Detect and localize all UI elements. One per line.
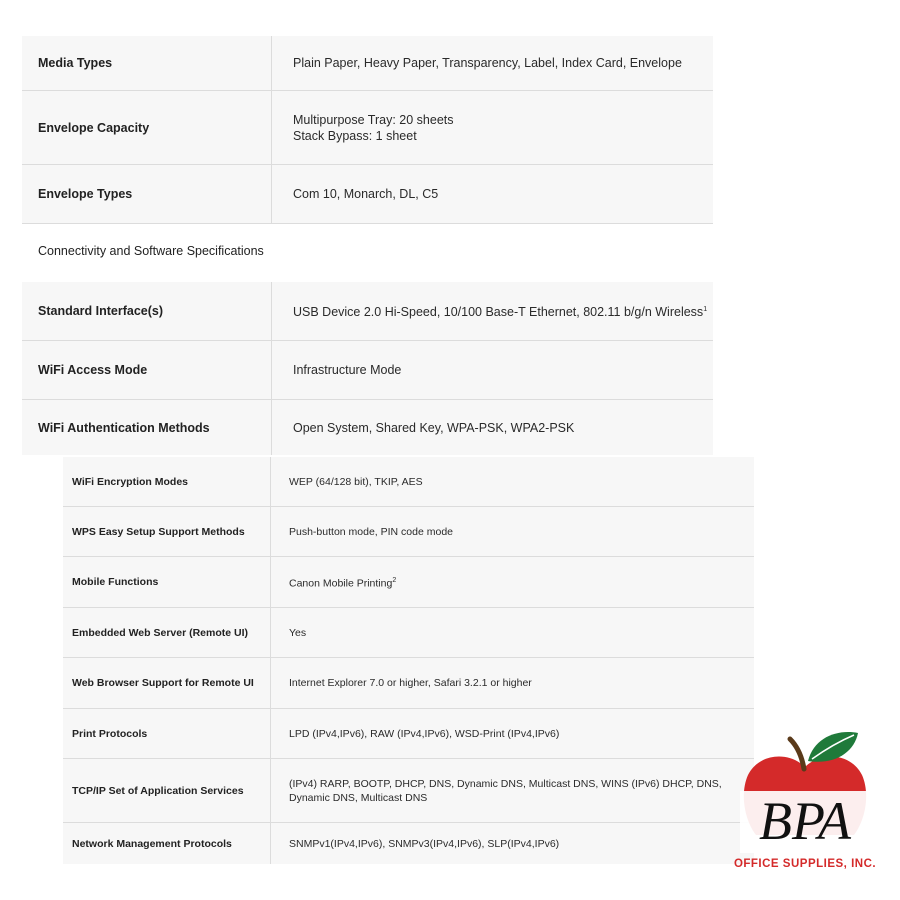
- table-row: [63, 507, 754, 557]
- table-row: [63, 759, 754, 823]
- row-value: Open System, Shared Key, WPA-PSK, WPA2-PSK: [293, 420, 575, 435]
- row-value: Internet Explorer 7.0 or higher, Safari 3.2.1 or higher: [289, 677, 532, 689]
- row-value: Com 10, Monarch, DL, C5: [293, 187, 439, 201]
- row-value: (IPv4) RARP, BOOTP, DHCP, DNS, Dynamic DNS, Multicast DNS, WINS (IPv6) DHCP, DNS, Dynamic DNS, Multicast DNS: [289, 777, 722, 804]
- specs-table-media: [22, 36, 713, 224]
- row-value: SNMPv1(IPv4,IPv6), SNMPv3(IPv4,IPv6), SLP(IPv4,IPv6): [289, 837, 560, 850]
- table-row: [63, 709, 754, 759]
- row-label: Mobile Functions: [72, 576, 159, 588]
- row-value: Yes: [289, 626, 307, 639]
- row-value-text: USB Device 2.0 Hi-Speed, 10/100 Base-T Ethernet, 802.11 b/g/n Wireless: [293, 305, 704, 320]
- table-row: [63, 557, 754, 608]
- table-row: [22, 341, 713, 400]
- row-value: Plain Paper, Heavy Paper, Transparency, Label, Index Card, Envelope: [293, 56, 682, 70]
- logo-tagline-text: OFFICE SUPPLIES, INC.: [734, 858, 876, 870]
- row-label: Web Browser Support for Remote UI: [72, 677, 254, 689]
- table-row: [63, 608, 754, 658]
- table-row: [63, 823, 754, 864]
- row-label: Envelope Types: [38, 187, 133, 201]
- table-row: [63, 658, 754, 709]
- table-row: [63, 457, 754, 507]
- row-label: WiFi Access Mode: [38, 363, 148, 377]
- row-label: TCP/IP Set of Application Services: [72, 784, 244, 797]
- row-value: LPD (IPv4,IPv6), RAW (IPv4,IPv6), WSD-Print (IPv4,IPv6): [289, 727, 560, 740]
- specs-table-network: [63, 457, 754, 864]
- row-label: Embedded Web Server (Remote UI): [72, 626, 249, 639]
- row-label: Media Types: [38, 56, 113, 70]
- specs-table-connectivity: [22, 282, 713, 455]
- row-value-line: Multipurpose Tray: 20 sheets: [293, 112, 454, 127]
- table-row: [22, 165, 713, 224]
- row-label: Print Protocols: [72, 727, 148, 740]
- table-row: [22, 400, 713, 455]
- row-value: Infrastructure Mode: [293, 363, 402, 377]
- row-label: Envelope Capacity: [38, 120, 150, 135]
- row-value: [271, 574, 754, 591]
- table-row: [22, 36, 713, 91]
- row-label: WiFi Authentication Methods: [38, 420, 210, 435]
- table-row: [22, 91, 713, 165]
- row-value-line: Stack Bypass: 1 sheet: [293, 128, 417, 143]
- row-label: WPS Easy Setup Support Methods: [72, 525, 245, 538]
- bpa-logo: [734, 727, 876, 877]
- row-value: Push-button mode, PIN code mode: [289, 525, 454, 538]
- row-value-text: Canon Mobile Printing: [289, 577, 393, 590]
- section-title: Connectivity and Software Specifications: [38, 244, 264, 258]
- row-label: Standard Interface(s): [38, 304, 164, 318]
- footnote-marker: 1: [703, 305, 708, 313]
- row-value: WEP (64/128 bit), TKIP, AES: [289, 475, 423, 488]
- row-label: Network Management Protocols: [72, 837, 232, 850]
- row-label: WiFi Encryption Modes: [72, 475, 188, 488]
- row-value: [272, 302, 707, 320]
- table-row: [22, 282, 713, 341]
- row-value: [272, 112, 454, 144]
- footnote-marker: 2: [392, 576, 397, 584]
- logo-brand-text: BPA: [759, 791, 851, 851]
